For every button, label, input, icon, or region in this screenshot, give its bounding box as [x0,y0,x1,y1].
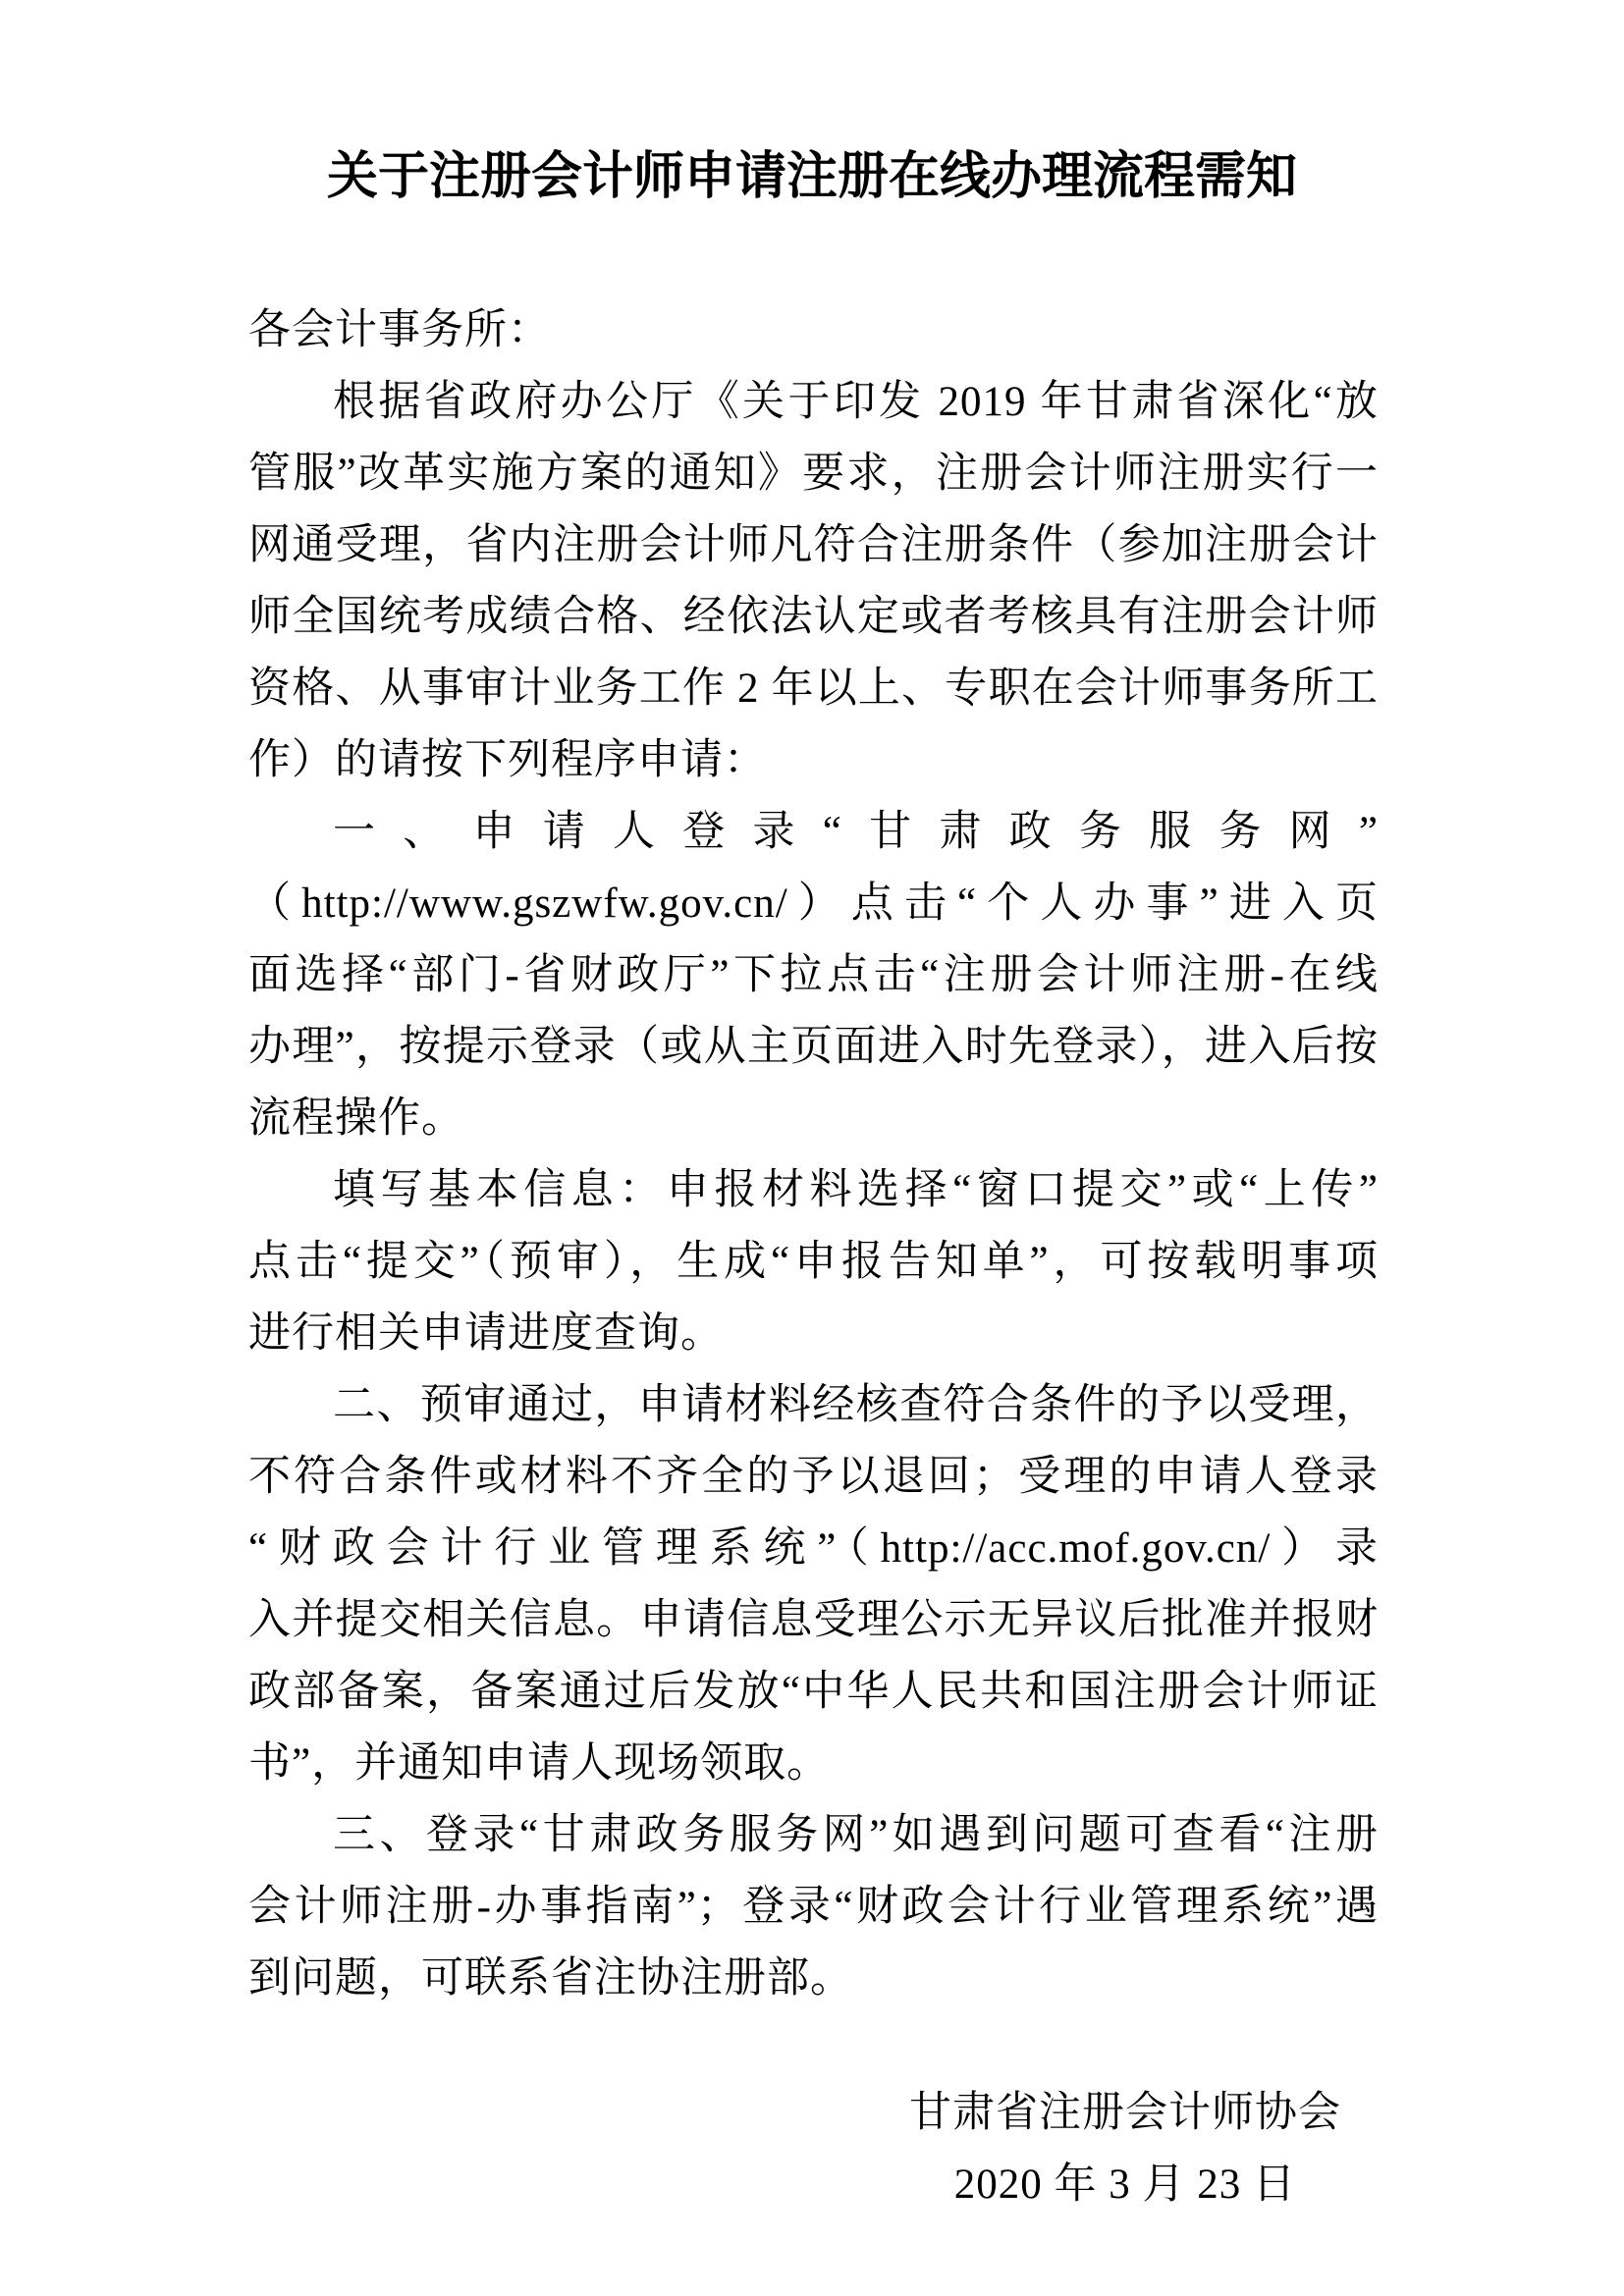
text-line: 一、申请人登录“甘肃政务服务网” [333,809,1379,855]
text-line: 点击“提交”（预审），生成“申报告知单”，可按载明事项 [248,1239,1379,1285]
text-line: 办理”，按提示登录（或从主页面进入时先登录），进入后按 [248,1024,1379,1070]
text-line: 根据省政府办公厅《关于印发 2019 年甘肃省深化“放 [333,379,1379,425]
text-line: 二、预审通过，申请材料经核查符合条件的予以受理， [333,1382,1379,1428]
text-line: 三、登录“甘肃政务服务网”如遇到问题可查看“注册 [333,1812,1379,1858]
text-line: 师全国统考成绩合格、经依法认定或者考核具有注册会计师 [248,594,1379,640]
text-line: 管服”改革实施方案的通知》要求，注册会计师注册实行一 [248,451,1379,497]
text-line: 作）的请按下列程序申请： [248,737,767,783]
closing-signature: 甘肃省注册会计师协会 [909,2090,1341,2136]
text-line: （http://www.gszwfw.gov.cn/）点击“个人办事”进入页 [248,881,1379,927]
text-line: 填写基本信息：申报材料选择“窗口提交”或“上传” [333,1167,1379,1213]
text-line: 面选择“部门-省财政厅”下拉点击“注册会计师注册-在线 [248,952,1379,998]
text-line: 到问题，可联系省注协注册部。 [248,1955,853,2002]
text-line: 书”，并通知申请人现场领取。 [248,1740,831,1787]
text-line: 资格、从事审计业务工作 2 年以上、专职在会计师事务所工 [248,666,1379,712]
document-title: 关于注册会计师申请注册在线办理流程需知 [326,149,1297,205]
text-line: 网通受理，省内注册会计师凡符合注册条件（参加注册会计 [248,522,1379,568]
document-body [248,294,1379,2220]
salutation-line: 各会计事务所： [248,307,551,353]
text-line: 政部备案，备案通过后发放“中华人民共和国注册会计师证 [248,1669,1379,1715]
text-line: 会计师注册-办事指南”；登录“财政会计行业管理系统”遇 [248,1884,1379,1930]
text-line: 进行相关申请进度查询。 [248,1310,724,1357]
text-line: “财政会计行业管理系统”（http://acc.mof.gov.cn/）录 [248,1525,1379,1572]
text-line: 流程操作。 [248,1095,464,1142]
text-line: 入并提交相关信息。申请信息受理公示无异议后批准并报财 [248,1597,1379,1643]
text-line: 不符合条件或材料不齐全的予以退回；受理的申请人登录 [248,1454,1379,1500]
closing-date: 2020 年 3 月 23 日 [953,2162,1296,2208]
